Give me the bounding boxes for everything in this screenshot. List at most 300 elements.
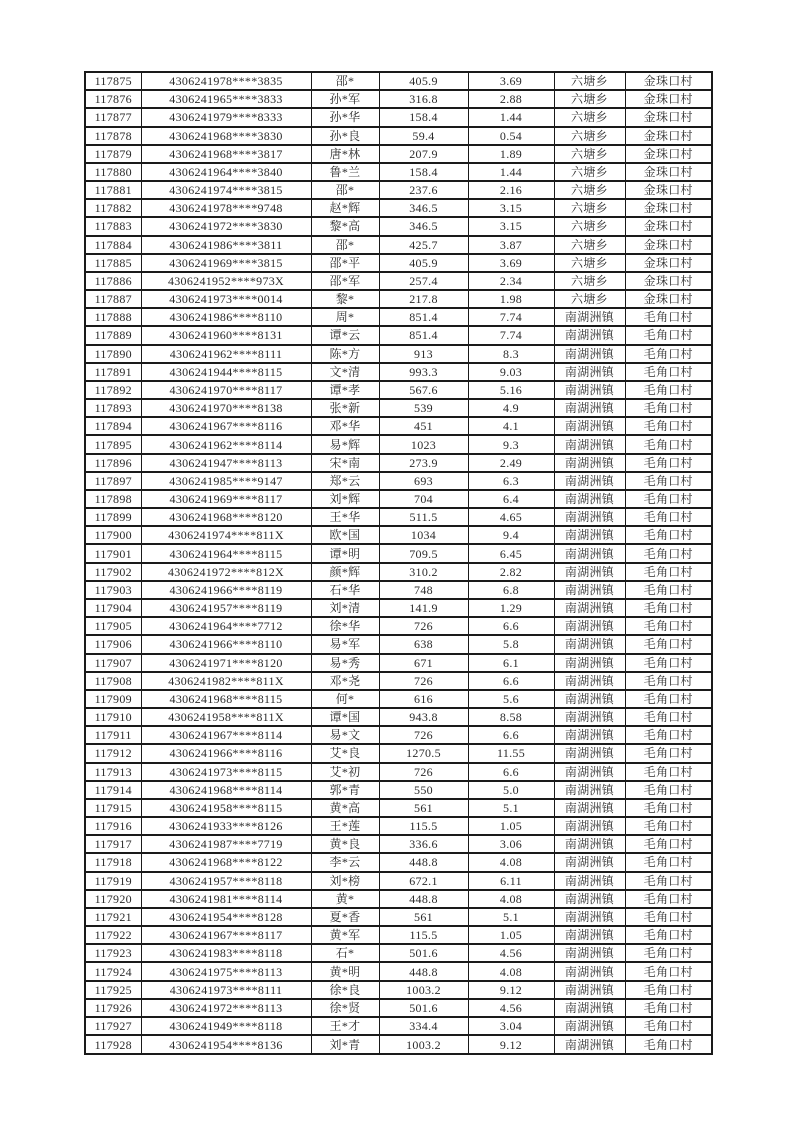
cell-value_2: 9.03 — [468, 363, 554, 381]
cell-town: 六塘乡 — [554, 72, 625, 90]
cell-id_masked: 4306241949****8118 — [141, 1017, 311, 1035]
cell-id_masked: 4306241960****8131 — [141, 326, 311, 344]
table-row — [85, 835, 712, 853]
table-row — [85, 908, 712, 926]
cell-value_2: 4.1 — [468, 417, 554, 435]
cell-value_2: 3.69 — [468, 72, 554, 90]
table-row — [85, 326, 712, 344]
cell-value_2: 6.3 — [468, 472, 554, 490]
cell-id_masked: 4306241970****8117 — [141, 381, 311, 399]
cell-town: 六塘乡 — [554, 236, 625, 254]
cell-name_masked: 黄* — [311, 890, 379, 908]
cell-value_1: 448.8 — [379, 853, 468, 871]
cell-value_2: 3.04 — [468, 1017, 554, 1035]
table-row — [85, 563, 712, 581]
cell-name_masked: 宋*南 — [311, 454, 379, 472]
cell-value_1: 726 — [379, 672, 468, 690]
table-row — [85, 272, 712, 290]
cell-village: 毛角口村 — [625, 890, 712, 908]
cell-value_2: 7.74 — [468, 308, 554, 326]
cell-value_1: 672.1 — [379, 872, 468, 890]
cell-id_masked: 4306241970****8138 — [141, 399, 311, 417]
cell-name_masked: 黄*高 — [311, 799, 379, 817]
cell-value_2: 3.06 — [468, 835, 554, 853]
cell-id_masked: 4306241968****8114 — [141, 781, 311, 799]
cell-value_2: 6.6 — [468, 726, 554, 744]
cell-id_masked: 4306241958****8115 — [141, 799, 311, 817]
cell-town: 南湖洲镇 — [554, 399, 625, 417]
cell-value_2: 1.44 — [468, 163, 554, 181]
cell-town: 南湖洲镇 — [554, 981, 625, 999]
cell-village: 金珠口村 — [625, 108, 712, 126]
cell-value_1: 334.4 — [379, 1017, 468, 1035]
cell-name_masked: 石*华 — [311, 581, 379, 599]
cell-id_masked: 4306241985****9147 — [141, 472, 311, 490]
cell-village: 金珠口村 — [625, 90, 712, 108]
cell-value_1: 405.9 — [379, 254, 468, 272]
cell-village: 毛角口村 — [625, 981, 712, 999]
cell-village: 毛角口村 — [625, 763, 712, 781]
cell-town: 南湖洲镇 — [554, 308, 625, 326]
table-row — [85, 181, 712, 199]
table-row — [85, 217, 712, 235]
cell-index: 117915 — [85, 799, 141, 817]
table-row — [85, 763, 712, 781]
cell-village: 金珠口村 — [625, 127, 712, 145]
cell-village: 毛角口村 — [625, 835, 712, 853]
cell-name_masked: 周* — [311, 308, 379, 326]
cell-village: 毛角口村 — [625, 472, 712, 490]
cell-id_masked: 4306241966****8110 — [141, 635, 311, 653]
cell-value_2: 4.56 — [468, 999, 554, 1017]
cell-name_masked: 石* — [311, 944, 379, 962]
cell-name_masked: 艾*良 — [311, 744, 379, 762]
cell-village: 金珠口村 — [625, 145, 712, 163]
cell-town: 南湖洲镇 — [554, 726, 625, 744]
table-row — [85, 817, 712, 835]
cell-id_masked: 4306241966****8119 — [141, 581, 311, 599]
cell-index: 117877 — [85, 108, 141, 126]
cell-id_masked: 4306241972****3830 — [141, 217, 311, 235]
cell-town: 南湖洲镇 — [554, 926, 625, 944]
cell-index: 117911 — [85, 726, 141, 744]
cell-village: 金珠口村 — [625, 181, 712, 199]
cell-value_1: 726 — [379, 763, 468, 781]
cell-name_masked: 郭*青 — [311, 781, 379, 799]
cell-value_2: 2.82 — [468, 563, 554, 581]
cell-value_2: 5.8 — [468, 635, 554, 653]
cell-value_2: 6.4 — [468, 490, 554, 508]
cell-value_1: 207.9 — [379, 145, 468, 163]
cell-value_2: 5.1 — [468, 799, 554, 817]
cell-value_2: 5.6 — [468, 690, 554, 708]
cell-name_masked: 邵* — [311, 236, 379, 254]
cell-village: 毛角口村 — [625, 781, 712, 799]
cell-index: 117885 — [85, 254, 141, 272]
cell-name_masked: 邵* — [311, 181, 379, 199]
cell-village: 毛角口村 — [625, 654, 712, 672]
cell-index: 117881 — [85, 181, 141, 199]
table-row — [85, 90, 712, 108]
cell-value_1: 217.8 — [379, 290, 468, 308]
cell-id_masked: 4306241967****8116 — [141, 417, 311, 435]
cell-index: 117927 — [85, 1017, 141, 1035]
cell-value_2: 3.15 — [468, 199, 554, 217]
cell-value_1: 511.5 — [379, 508, 468, 526]
cell-index: 117902 — [85, 563, 141, 581]
table-row — [85, 544, 712, 562]
cell-town: 南湖洲镇 — [554, 853, 625, 871]
cell-value_2: 6.45 — [468, 544, 554, 562]
cell-name_masked: 鲁*兰 — [311, 163, 379, 181]
table-row — [85, 308, 712, 326]
table-row — [85, 981, 712, 999]
cell-id_masked: 4306241967****8117 — [141, 926, 311, 944]
cell-name_masked: 颜*辉 — [311, 563, 379, 581]
cell-town: 六塘乡 — [554, 199, 625, 217]
cell-value_1: 501.6 — [379, 999, 468, 1017]
cell-village: 金珠口村 — [625, 72, 712, 90]
table-row — [85, 962, 712, 980]
table-row — [85, 435, 712, 453]
cell-value_2: 1.89 — [468, 145, 554, 163]
cell-id_masked: 4306241981****8114 — [141, 890, 311, 908]
cell-value_2: 4.9 — [468, 399, 554, 417]
cell-name_masked: 孙*军 — [311, 90, 379, 108]
cell-village: 毛角口村 — [625, 853, 712, 871]
table-row — [85, 236, 712, 254]
cell-town: 南湖洲镇 — [554, 435, 625, 453]
cell-id_masked: 4306241982****811X — [141, 672, 311, 690]
cell-village: 毛角口村 — [625, 962, 712, 980]
cell-value_2: 3.69 — [468, 254, 554, 272]
cell-name_masked: 易*辉 — [311, 435, 379, 453]
cell-village: 金珠口村 — [625, 217, 712, 235]
cell-town: 六塘乡 — [554, 290, 625, 308]
cell-value_1: 451 — [379, 417, 468, 435]
cell-name_masked: 刘*榜 — [311, 872, 379, 890]
cell-name_masked: 易*文 — [311, 726, 379, 744]
cell-village: 毛角口村 — [625, 799, 712, 817]
cell-village: 毛角口村 — [625, 817, 712, 835]
cell-name_masked: 邓*华 — [311, 417, 379, 435]
cell-index: 117897 — [85, 472, 141, 490]
cell-id_masked: 4306241947****8113 — [141, 454, 311, 472]
cell-index: 117892 — [85, 381, 141, 399]
cell-value_1: 158.4 — [379, 108, 468, 126]
cell-value_1: 561 — [379, 799, 468, 817]
cell-name_masked: 谭*云 — [311, 326, 379, 344]
cell-index: 117925 — [85, 981, 141, 999]
cell-town: 南湖洲镇 — [554, 472, 625, 490]
cell-village: 毛角口村 — [625, 435, 712, 453]
table-row — [85, 290, 712, 308]
cell-town: 南湖洲镇 — [554, 490, 625, 508]
cell-town: 南湖洲镇 — [554, 890, 625, 908]
cell-village: 毛角口村 — [625, 1017, 712, 1035]
cell-name_masked: 文*清 — [311, 363, 379, 381]
cell-id_masked: 4306241972****812X — [141, 563, 311, 581]
cell-value_1: 273.9 — [379, 454, 468, 472]
cell-name_masked: 孙*良 — [311, 127, 379, 145]
cell-name_masked: 欧*国 — [311, 526, 379, 544]
cell-id_masked: 4306241952****973X — [141, 272, 311, 290]
cell-village: 金珠口村 — [625, 236, 712, 254]
cell-index: 117878 — [85, 127, 141, 145]
cell-index: 117894 — [85, 417, 141, 435]
cell-index: 117900 — [85, 526, 141, 544]
cell-id_masked: 4306241933****8126 — [141, 817, 311, 835]
cell-index: 117880 — [85, 163, 141, 181]
cell-name_masked: 何* — [311, 690, 379, 708]
cell-name_masked: 赵*辉 — [311, 199, 379, 217]
cell-name_masked: 谭*孝 — [311, 381, 379, 399]
cell-name_masked: 王*才 — [311, 1017, 379, 1035]
table-row — [85, 345, 712, 363]
cell-value_1: 115.5 — [379, 926, 468, 944]
cell-value_2: 4.08 — [468, 962, 554, 980]
cell-index: 117914 — [85, 781, 141, 799]
cell-name_masked: 邵*平 — [311, 254, 379, 272]
cell-village: 金珠口村 — [625, 290, 712, 308]
cell-index: 117879 — [85, 145, 141, 163]
cell-value_2: 5.1 — [468, 908, 554, 926]
cell-value_2: 1.05 — [468, 817, 554, 835]
cell-village: 金珠口村 — [625, 199, 712, 217]
cell-village: 毛角口村 — [625, 508, 712, 526]
cell-town: 六塘乡 — [554, 108, 625, 126]
cell-town: 南湖洲镇 — [554, 690, 625, 708]
cell-town: 南湖洲镇 — [554, 1035, 625, 1054]
cell-name_masked: 黎* — [311, 290, 379, 308]
cell-name_masked: 李*云 — [311, 853, 379, 871]
table-row — [85, 417, 712, 435]
cell-village: 毛角口村 — [625, 617, 712, 635]
cell-value_1: 158.4 — [379, 163, 468, 181]
cell-value_1: 1023 — [379, 435, 468, 453]
cell-town: 南湖洲镇 — [554, 544, 625, 562]
cell-village: 毛角口村 — [625, 563, 712, 581]
cell-village: 毛角口村 — [625, 381, 712, 399]
cell-value_2: 2.88 — [468, 90, 554, 108]
cell-index: 117893 — [85, 399, 141, 417]
cell-id_masked: 4306241964****3840 — [141, 163, 311, 181]
cell-town: 南湖洲镇 — [554, 708, 625, 726]
cell-index: 117904 — [85, 599, 141, 617]
cell-town: 南湖洲镇 — [554, 635, 625, 653]
cell-value_1: 501.6 — [379, 944, 468, 962]
cell-value_1: 425.7 — [379, 236, 468, 254]
cell-id_masked: 4306241974****3815 — [141, 181, 311, 199]
table-row — [85, 163, 712, 181]
cell-value_2: 9.12 — [468, 981, 554, 999]
cell-index: 117876 — [85, 90, 141, 108]
cell-value_2: 9.3 — [468, 435, 554, 453]
table-row — [85, 1035, 712, 1054]
cell-village: 毛角口村 — [625, 399, 712, 417]
cell-index: 117912 — [85, 744, 141, 762]
cell-value_1: 1270.5 — [379, 744, 468, 762]
cell-town: 南湖洲镇 — [554, 672, 625, 690]
table-row — [85, 381, 712, 399]
cell-town: 南湖洲镇 — [554, 617, 625, 635]
cell-index: 117889 — [85, 326, 141, 344]
cell-id_masked: 4306241986****8110 — [141, 308, 311, 326]
cell-id_masked: 4306241973****0014 — [141, 290, 311, 308]
table-row — [85, 944, 712, 962]
cell-value_1: 316.8 — [379, 90, 468, 108]
cell-id_masked: 4306241957****8118 — [141, 872, 311, 890]
table-row — [85, 872, 712, 890]
cell-id_masked: 4306241966****8116 — [141, 744, 311, 762]
cell-id_masked: 4306241962****8114 — [141, 435, 311, 453]
cell-town: 南湖洲镇 — [554, 763, 625, 781]
cell-id_masked: 4306241969****3815 — [141, 254, 311, 272]
cell-index: 117899 — [85, 508, 141, 526]
cell-index: 117905 — [85, 617, 141, 635]
cell-value_2: 6.8 — [468, 581, 554, 599]
cell-value_1: 115.5 — [379, 817, 468, 835]
cell-name_masked: 黄*军 — [311, 926, 379, 944]
cell-id_masked: 4306241954****8128 — [141, 908, 311, 926]
cell-village: 毛角口村 — [625, 363, 712, 381]
table-row — [85, 108, 712, 126]
table-row — [85, 508, 712, 526]
cell-town: 南湖洲镇 — [554, 508, 625, 526]
cell-id_masked: 4306241978****3835 — [141, 72, 311, 90]
cell-town: 南湖洲镇 — [554, 944, 625, 962]
cell-index: 117918 — [85, 853, 141, 871]
cell-index: 117883 — [85, 217, 141, 235]
cell-town: 六塘乡 — [554, 217, 625, 235]
cell-value_1: 709.5 — [379, 544, 468, 562]
cell-name_masked: 黄*良 — [311, 835, 379, 853]
cell-index: 117919 — [85, 872, 141, 890]
cell-name_masked: 徐*良 — [311, 981, 379, 999]
cell-value_1: 346.5 — [379, 217, 468, 235]
cell-village: 金珠口村 — [625, 272, 712, 290]
cell-value_2: 7.74 — [468, 326, 554, 344]
cell-value_2: 8.3 — [468, 345, 554, 363]
table-row — [85, 672, 712, 690]
cell-value_1: 851.4 — [379, 308, 468, 326]
cell-village: 毛角口村 — [625, 345, 712, 363]
cell-value_2: 3.87 — [468, 236, 554, 254]
cell-value_1: 704 — [379, 490, 468, 508]
cell-town: 南湖洲镇 — [554, 363, 625, 381]
cell-id_masked: 4306241973****8115 — [141, 763, 311, 781]
cell-town: 南湖洲镇 — [554, 326, 625, 344]
cell-value_2: 2.49 — [468, 454, 554, 472]
cell-name_masked: 黄*明 — [311, 962, 379, 980]
cell-id_masked: 4306241967****8114 — [141, 726, 311, 744]
cell-value_2: 11.55 — [468, 744, 554, 762]
cell-value_1: 550 — [379, 781, 468, 799]
cell-town: 六塘乡 — [554, 145, 625, 163]
cell-town: 南湖洲镇 — [554, 563, 625, 581]
cell-town: 六塘乡 — [554, 163, 625, 181]
cell-id_masked: 4306241983****8118 — [141, 944, 311, 962]
cell-value_2: 1.29 — [468, 599, 554, 617]
cell-index: 117909 — [85, 690, 141, 708]
table-row — [85, 363, 712, 381]
cell-village: 毛角口村 — [625, 672, 712, 690]
cell-name_masked: 陈*方 — [311, 345, 379, 363]
cell-value_2: 4.08 — [468, 853, 554, 871]
cell-value_1: 851.4 — [379, 326, 468, 344]
cell-index: 117898 — [85, 490, 141, 508]
cell-index: 117928 — [85, 1035, 141, 1054]
cell-town: 六塘乡 — [554, 181, 625, 199]
cell-value_1: 638 — [379, 635, 468, 653]
cell-value_1: 405.9 — [379, 72, 468, 90]
cell-index: 117922 — [85, 926, 141, 944]
cell-town: 南湖洲镇 — [554, 381, 625, 399]
cell-id_masked: 4306241971****8120 — [141, 654, 311, 672]
cell-value_1: 671 — [379, 654, 468, 672]
cell-town: 南湖洲镇 — [554, 599, 625, 617]
cell-name_masked: 黎*高 — [311, 217, 379, 235]
cell-name_masked: 孙*华 — [311, 108, 379, 126]
cell-village: 毛角口村 — [625, 708, 712, 726]
cell-value_1: 943.8 — [379, 708, 468, 726]
cell-village: 毛角口村 — [625, 999, 712, 1017]
cell-index: 117926 — [85, 999, 141, 1017]
cell-index: 117888 — [85, 308, 141, 326]
cell-value_1: 726 — [379, 617, 468, 635]
table-row — [85, 744, 712, 762]
cell-village: 毛角口村 — [625, 599, 712, 617]
cell-id_masked: 4306241965****3833 — [141, 90, 311, 108]
cell-value_2: 6.1 — [468, 654, 554, 672]
cell-id_masked: 4306241968****8120 — [141, 508, 311, 526]
cell-value_1: 913 — [379, 345, 468, 363]
cell-value_1: 237.6 — [379, 181, 468, 199]
table-row — [85, 999, 712, 1017]
cell-name_masked: 夏*香 — [311, 908, 379, 926]
table-row — [85, 254, 712, 272]
cell-village: 毛角口村 — [625, 635, 712, 653]
cell-id_masked: 4306241968****8115 — [141, 690, 311, 708]
table-row — [85, 72, 712, 90]
cell-village: 毛角口村 — [625, 308, 712, 326]
cell-town: 南湖洲镇 — [554, 872, 625, 890]
cell-index: 117884 — [85, 236, 141, 254]
cell-id_masked: 4306241954****8136 — [141, 1035, 311, 1054]
table-row — [85, 890, 712, 908]
cell-index: 117896 — [85, 454, 141, 472]
table-row — [85, 708, 712, 726]
cell-name_masked: 张*新 — [311, 399, 379, 417]
cell-id_masked: 4306241974****811X — [141, 526, 311, 544]
table-row — [85, 490, 712, 508]
cell-village: 毛角口村 — [625, 544, 712, 562]
table-row — [85, 127, 712, 145]
cell-name_masked: 刘*青 — [311, 1035, 379, 1054]
table-row — [85, 581, 712, 599]
cell-name_masked: 刘*清 — [311, 599, 379, 617]
table-row — [85, 781, 712, 799]
cell-village: 毛角口村 — [625, 908, 712, 926]
cell-value_1: 693 — [379, 472, 468, 490]
cell-value_2: 2.16 — [468, 181, 554, 199]
cell-village: 毛角口村 — [625, 1035, 712, 1054]
cell-town: 南湖洲镇 — [554, 781, 625, 799]
cell-index: 117901 — [85, 544, 141, 562]
cell-value_2: 6.6 — [468, 617, 554, 635]
table-body — [85, 72, 712, 1054]
cell-value_2: 4.65 — [468, 508, 554, 526]
